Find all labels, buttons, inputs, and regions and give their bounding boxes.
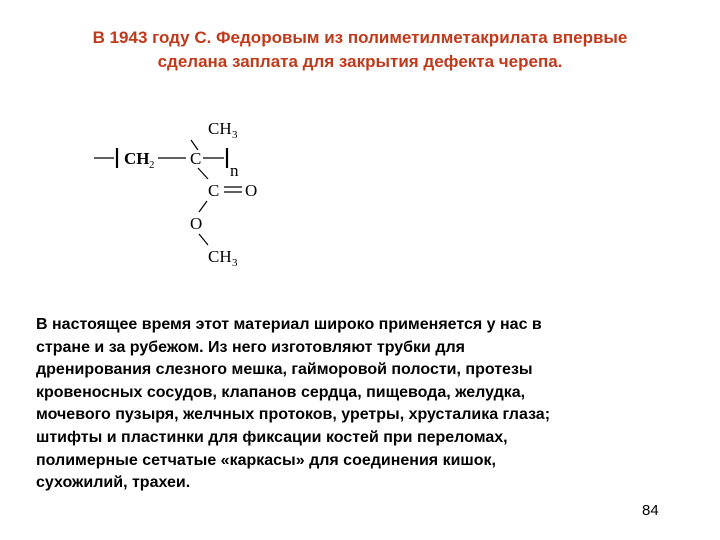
formula-repeat-index: n — [230, 161, 239, 180]
formula-central-carbon: C — [190, 149, 202, 168]
body-line: кровеносных сосудов, клапанов сердца, пищевода, желудка, — [36, 383, 526, 401]
formula-chain-subscript: 2 — [149, 159, 155, 171]
body-paragraph — [36, 314, 696, 495]
formula-carbonyl-carbon: C — [208, 181, 220, 200]
pmma-structural-formula — [90, 112, 290, 280]
bond-oxygen-to-methyl — [199, 234, 208, 245]
formula-bottom-ch-subscript: 3 — [232, 257, 238, 269]
body-line: полимерные сетчатые «каркасы» для соединения кишок, — [36, 451, 496, 469]
pmma-formula-drawing — [90, 112, 290, 280]
body-line: В настоящее время этот материал широко применяется у нас в — [36, 316, 542, 333]
page-number: 84 — [642, 502, 659, 519]
bond-carbonyl-to-ester-oxygen — [199, 201, 207, 212]
slide-title-line: В 1943 году С. Федоровым из полиметилметакрилата впервые — [92, 28, 628, 47]
slide-title — [20, 26, 700, 74]
formula-ester-oxygen: O — [190, 214, 203, 233]
formula-top-ch-subscript: 3 — [232, 129, 238, 141]
formula-chain-ch: CH — [124, 149, 150, 168]
formula-top-ch: CH — [208, 119, 232, 138]
formula-carbonyl-oxygen: O — [245, 181, 258, 200]
body-line: сухожилий, трахеи. — [36, 474, 191, 492]
bond-c-to-carbonyl — [198, 168, 208, 179]
body-line: мочевого пузыря, желчных протоков, уретры, хрусталика глаза; — [36, 406, 551, 424]
slide-title-line: сделана заплата для закрытия дефекта черепа. — [157, 52, 563, 71]
body-line: стране и за рубежом. Из него изготовляют трубки для — [36, 338, 465, 356]
body-line: дренирования слезного мешка, гайморовой полости, протезы — [36, 361, 533, 379]
body-line: штифты и пластинки для фиксации костей при переломах, — [36, 428, 508, 446]
formula-bottom-ch: CH — [208, 247, 232, 266]
